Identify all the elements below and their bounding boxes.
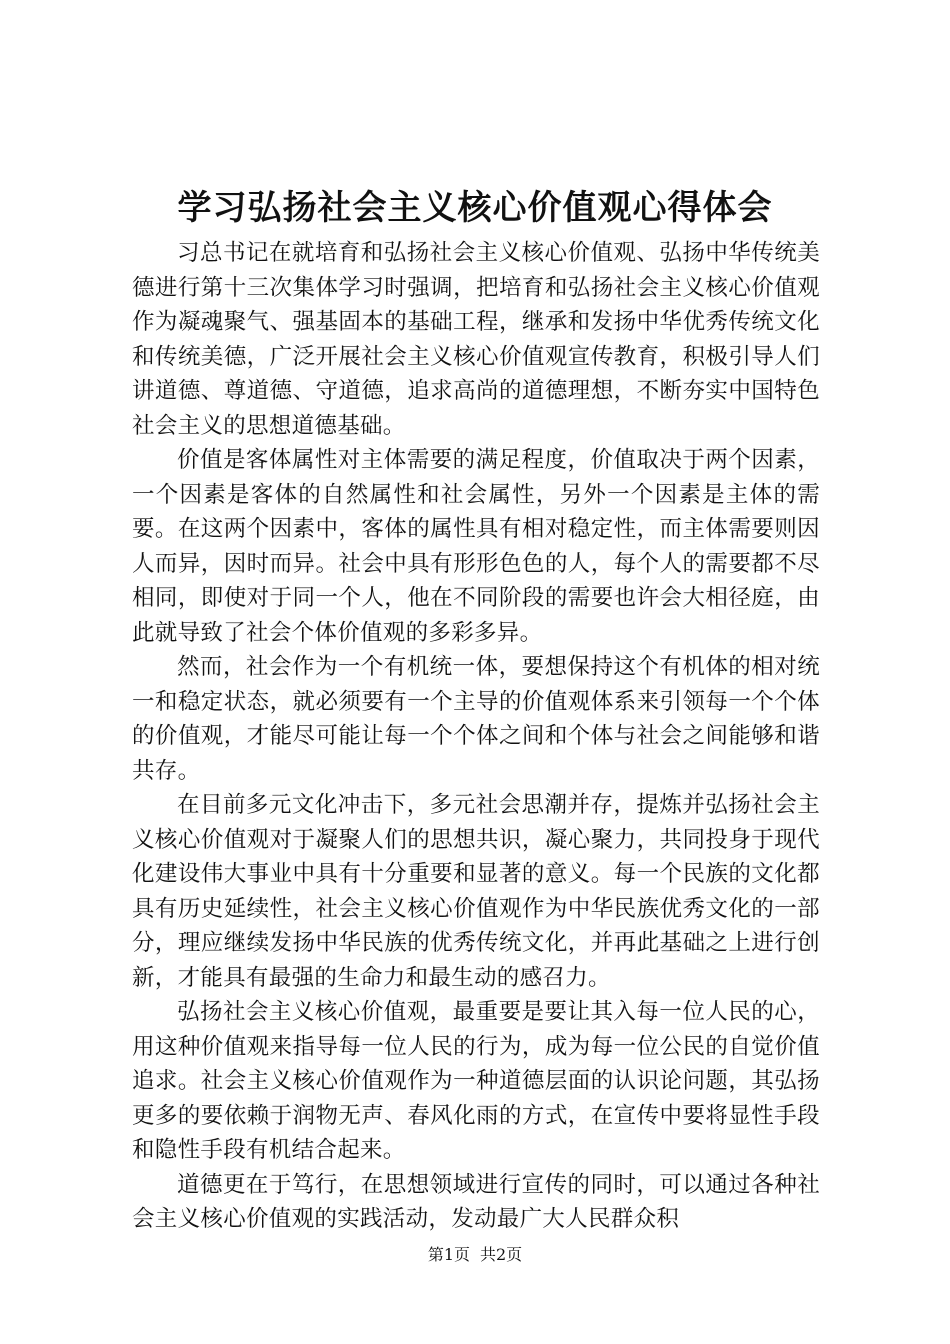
page-footer [0,1244,950,1266]
paragraph: 弘扬社会主义核心价值观，最重要是要让其入每一位人民的心，用这种价值观来指导每一位人民的行为，成为每一位公民的自觉价值追求。社会主义核心价值观作为一种道德层面的认识论问题，其弘扬更多的要依赖于润物无声、春风化雨的方式，在宣传中要将显性手段和隐性手段有机结合起来。 [132,999,820,1163]
page-total: 共2页 [480,1245,523,1264]
page-number: 第1页 [427,1245,470,1264]
document-title: 学习弘扬社会主义核心价值观心得体会 [177,188,773,228]
paragraph: 在目前多元文化冲击下，多元社会思潮并存，提炼并弘扬社会主义核心价值观对于凝聚人们的思想共识，凝心聚力，共同投身于现代化建设伟大事业中具有十分重要和显著的意义。每一个民族的文化都具有历史延续性，社会主义核心价值观作为中华民族优秀文化的一部分，理应继续发扬中华民族的优秀传统文化，并再此基础之上进行创新，才能具有最强的生命力和最生动的感召力。 [132,792,820,991]
paragraph: 习总书记在就培育和弘扬社会主义核心价值观、弘扬中华传统美德进行第十三次集体学习时强调，把培育和弘扬社会主义核心价值观作为凝魂聚气、强基固本的基础工程，继承和发扬中华优秀传统文化和传统美德，广泛开展社会主义核心价值观宣传教育，积极引导人们讲道德、尊道德、守道德，追求高尚的道德理想，不断夯实中国特色社会主义的思想道德基础。 [132,240,820,439]
paragraph: 道德更在于笃行，在思想领域进行宣传的同时，可以通过各种社会主义核心价值观的实践活动，发动最广大人民群众积 [132,1171,820,1232]
paragraph: 然而，社会作为一个有机统一体，要想保持这个有机体的相对统一和稳定状态，就必须要有一个主导的价值观体系来引领每一个个体的价值观，才能尽可能让每一个个体之间和个体与社会之间能够和谐共存。 [132,654,820,784]
document-body [132,236,820,1237]
paragraph: 价值是客体属性对主体需要的满足程度，价值取决于两个因素，一个因素是客体的自然属性和社会属性，另外一个因素是主体的需要。在这两个因素中，客体的属性具有相对稳定性，而主体需要则因人而异，因时而异。社会中具有形形色色的人，每个人的需要都不尽相同，即使对于同一个人，他在不同阶段的需要也许会大相径庭，由此就导致了社会个体价值观的多彩多异。 [132,447,820,646]
